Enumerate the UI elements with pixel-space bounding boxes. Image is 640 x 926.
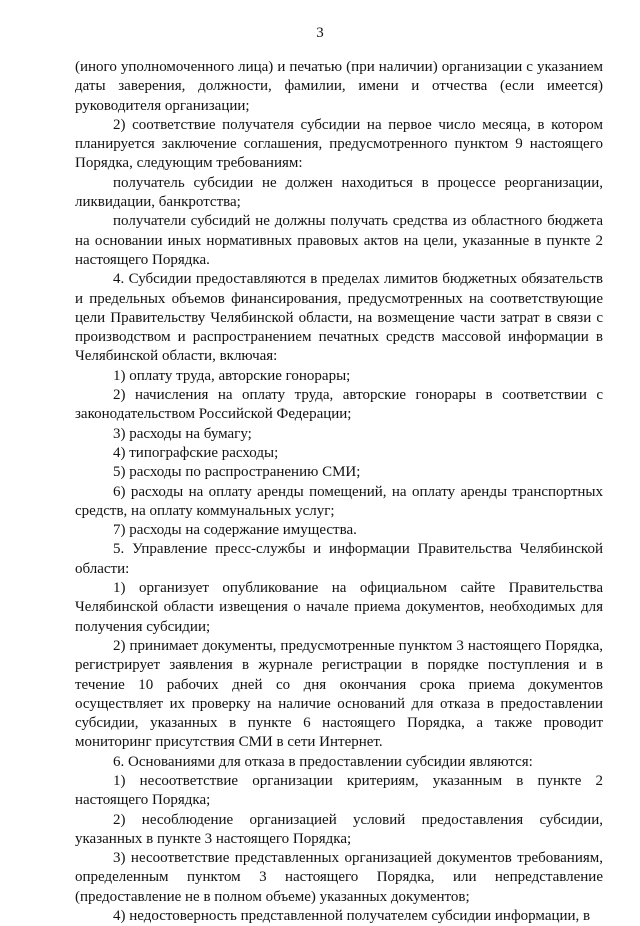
page-number: 3 xyxy=(316,25,324,41)
paragraph-continuation: (иного уполномоченного лица) и печатью (при наличии) организации с указанием даты заверения, должности, фамилии, имени и отчества (если имеется) руководителя организации; xyxy=(75,59,603,114)
list-item-distribution: 5) расходы по распространению СМИ; xyxy=(113,464,361,481)
list-item-rent: 6) расходы на оплату аренды помещений, на оплату аренды транспортных средств, на оплату коммунальных услуг; xyxy=(75,483,603,519)
list-item-printing: 4) типографские расходы; xyxy=(113,444,279,461)
list-item-property: 7) расходы на содержание имущества. xyxy=(113,522,357,539)
list-item-documents-mismatch: 3) несоответствие представленных организацией документов требованиям, определенным пунктом 3 настоящего Порядка, или непредставление (предоставление не в полном объеме) указанных документов; xyxy=(75,850,603,905)
list-item-document-acceptance: 2) принимает документы, предусмотренные пунктом 3 настоящего Порядка, регистрирует заявления в журнале регистрации в порядке поступления и в течение 10 рабочих дней со дня окончания срока приема документов осуществляет их проверку на наличие оснований для отказа в предоставлении субсидии, указанных в пункте 6 настоящего Порядка, а также проводит мониторинг присутствия СМИ в сети Интернет. xyxy=(75,637,603,751)
paragraph-no-regional-budget-funds: получатели субсидий не должны получать средства из областного бюджета на основании иных нормативных правовых актов на цели, указанные в пункте 2 настоящего Порядка. xyxy=(75,213,603,268)
list-item-conditions-violation: 2) несоблюдение организацией условий предоставления субсидии, указанных в пункте 3 настоящего Порядка; xyxy=(75,811,603,847)
list-item-paper: 3) расходы на бумагу; xyxy=(113,425,252,442)
list-item-publication: 1) организует опубликование на официальном сайте Правительства Челябинской области извещения о начале приема документов, необходимых для получения субсидии; xyxy=(75,580,603,635)
paragraph-item-2-requirements: 2) соответствие получателя субсидии на первое число месяца, в котором планируется заключение соглашения, предусмотренного пунктом 9 настоящего Порядка, следующим требованиям: xyxy=(75,116,603,172)
paragraph-section-4: 4. Субсидии предоставляются в пределах лимитов бюджетных обязательств и предельных объемов финансирования, предусмотренных на соответствующие цели Правительству Челябинской области, на возмещение части затрат в связи с производством и распространением печатных средств массовой информации в Челябинской области, включая: xyxy=(75,271,603,365)
paragraph-section-5: 5. Управление пресс-службы и информации Правительства Челябинской области: xyxy=(75,541,603,577)
list-item-labor: 1) оплату труда, авторские гонорары; xyxy=(113,367,351,384)
document-body xyxy=(75,58,603,926)
list-item-accruals: 2) начисления на оплату труда, авторские гонорары в соответствии с законодательством Российской Федерации; xyxy=(75,387,603,423)
paragraph-section-6: 6. Основаниями для отказа в предоставлении субсидии являются: xyxy=(113,753,533,770)
paragraph-no-reorganization: получатель субсидии не должен находиться в процессе реорганизации, ликвидации, банкротства; xyxy=(75,174,603,211)
list-item-criteria-mismatch: 1) несоответствие организации критериям, указанным в пункте 2 настоящего Порядка; xyxy=(75,772,603,809)
list-item-unreliable-info: 4) недостоверность представленной получателем субсидии информации, в xyxy=(113,908,591,925)
